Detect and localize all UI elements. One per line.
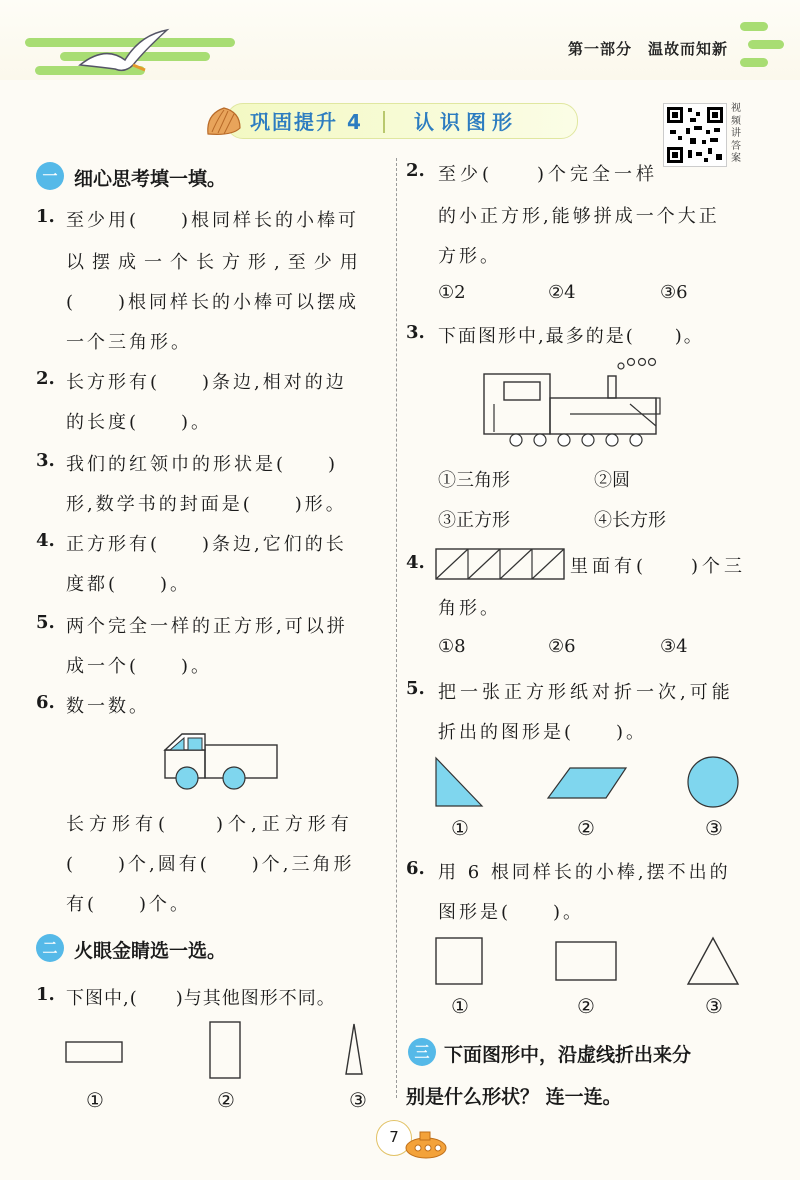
answer-option[interactable]: ③正方形 [438,510,510,531]
question-number: 1. [36,984,55,1005]
answer-option[interactable]: ③4 [660,636,688,657]
question-line: 下图中,( )与其他图形不同。 [66,988,336,1009]
question-number: 5. [36,612,55,633]
option-caption: ③ [349,1088,367,1112]
folded-shapes-figure [430,754,745,810]
question-number: 3. [36,450,55,471]
section-badge-2: 二 [36,934,64,962]
answer-option[interactable]: ③6 [660,282,688,303]
section-title-1: 细心思考填一填。 [74,168,227,190]
question-number: 6. [406,858,425,879]
question-number: 4. [406,552,425,573]
decor-streak [748,40,784,49]
triangle-strip-figure [434,546,566,582]
question-line: 正方形有( )条边,它们的长 [66,534,347,555]
page-number: 7 [376,1120,412,1156]
lesson-subtitle: 认识图形 [414,110,518,134]
question-line: 成一个( )。 [66,656,213,677]
shape-options-figure [60,1018,380,1082]
question-line: 里面有( )个三 [570,556,747,577]
qr-code[interactable] [663,103,727,167]
question-line: 以摆成一个长方形,至少用 [66,252,366,273]
question-number: 1. [36,206,55,227]
answer-option[interactable]: ①三角形 [438,470,510,491]
answer-option[interactable]: ①8 [438,636,466,657]
question-number: 2. [36,368,55,389]
option-caption: ② [577,994,595,1018]
question-number: 3. [406,322,425,343]
question-line: ( )个,圆有( )个,三角形 [66,854,355,875]
question-line: 的长度( )。 [66,412,213,433]
option-caption: ③ [705,816,723,840]
seagull-icon [75,25,175,85]
question-line: 有( )个。 [66,894,192,915]
question-line: 度都( )。 [66,574,192,595]
truck-figure [160,730,285,794]
section-title-2: 火眼金睛选一选。 [74,940,227,962]
shell-icon [204,104,244,138]
question-line: 长方形有( )个,正方形有 [66,814,354,835]
lesson-title: 巩固提升 4 [250,110,363,134]
question-line: 至少( )个完全一样 [438,164,659,185]
question-line: 我们的红领巾的形状是( ) [66,454,339,475]
question-line: 下面图形中,最多的是( )。 [438,326,704,347]
answer-option[interactable]: ①2 [438,282,466,303]
answer-option[interactable]: ②圆 [594,470,630,491]
question-line: 角形。 [438,598,501,619]
answer-option[interactable]: ④长方形 [594,510,666,531]
question-line: 数一数。 [66,696,150,717]
section-badge-3: 三 [408,1038,436,1066]
question-number: 5. [406,678,425,699]
question-line: 的小正方形,能够拼成一个大正 [438,206,720,227]
option-caption: ② [217,1088,235,1112]
column-divider [396,158,397,1098]
decor-streak [740,58,768,67]
question-line: 长方形有( )条边,相对的边 [66,372,347,393]
question-number: 2. [406,160,425,181]
answer-option[interactable]: ②6 [548,636,576,657]
question-line: 方形。 [438,246,501,267]
option-caption: ③ [705,994,723,1018]
decor-streak [740,22,768,31]
submarine-icon [402,1128,452,1162]
question-line: 两个完全一样的正方形,可以拼 [66,616,348,637]
option-caption: ① [451,994,469,1018]
stick-shapes-figure [430,934,750,990]
question-line: 把一张正方形纸对折一次,可能 [438,682,734,703]
option-caption: ① [451,816,469,840]
question-line: 图形是( )。 [438,902,585,923]
answer-option[interactable]: ②4 [548,282,576,303]
question-number: 4. [36,530,55,551]
question-line: 形,数学书的封面是( )形。 [66,494,347,515]
question-line: 用 6 根同样长的小棒,摆不出的 [438,862,731,883]
train-figure [480,354,665,450]
question-line: ( )根同样长的小棒可以摆成 [66,292,360,313]
question-line: 至少用( )根同样长的小棒可 [66,210,360,231]
part-label: 第一部分 温故而知新 [567,40,728,58]
option-caption: ① [86,1088,104,1112]
option-caption: ② [577,816,595,840]
section-title-3: 下面图形中，沿虚线折出来分 [444,1044,692,1066]
section-badge-1: 一 [36,162,64,190]
qr-label: 视频讲答案 [731,103,741,164]
question-number: 6. [36,692,55,713]
section-title-3-line2: 别是什么形状？ 连一连。 [406,1086,622,1108]
question-line: 一个三角形。 [66,332,192,353]
question-line: 折出的图形是( )。 [438,722,648,743]
title-separator [383,111,385,133]
